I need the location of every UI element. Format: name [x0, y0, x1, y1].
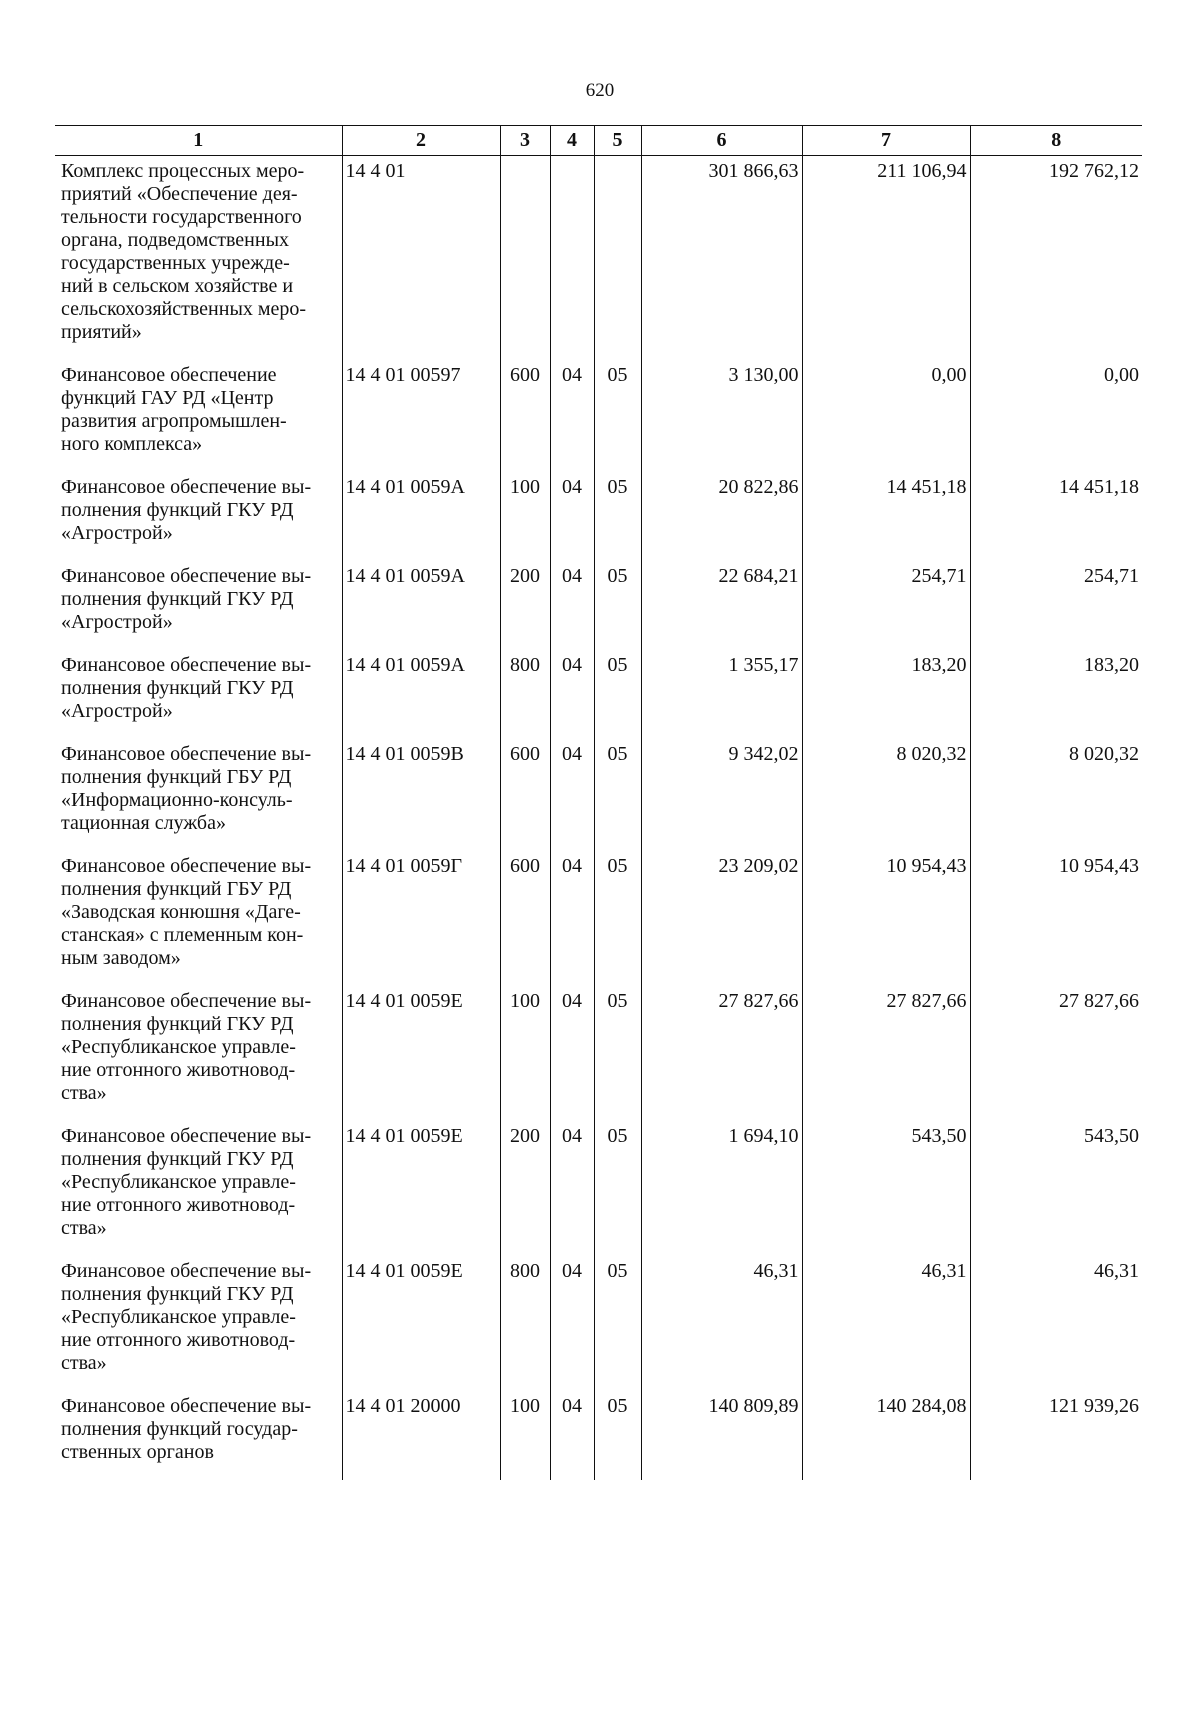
spacer-cell [55, 634, 342, 650]
table-row [55, 360, 1142, 456]
spacer-cell [342, 1105, 500, 1121]
cell-col5: 05 [594, 851, 641, 970]
cell-col8: 10 954,43 [970, 851, 1142, 970]
spacer-cell [500, 344, 550, 360]
spacer-cell [802, 835, 970, 851]
cell-col5: 05 [594, 1121, 641, 1240]
spacer-cell [641, 723, 802, 739]
spacer-cell [342, 970, 500, 986]
table-row [55, 1391, 1142, 1464]
spacer-cell [550, 545, 594, 561]
cell-col3: 800 [500, 650, 550, 723]
spacer-cell [55, 344, 342, 360]
cell-col8: 192 762,12 [970, 156, 1142, 345]
spacer-cell [550, 344, 594, 360]
cell-col8: 183,20 [970, 650, 1142, 723]
spacer-cell [55, 1375, 342, 1391]
spacer-cell [55, 545, 342, 561]
spacer-cell [970, 456, 1142, 472]
cell-col6: 20 822,86 [641, 472, 802, 545]
cell-code: 14 4 01 20000 [342, 1391, 500, 1464]
spacer-cell [802, 1105, 970, 1121]
spacer-cell [641, 1105, 802, 1121]
spacer-cell [500, 1464, 550, 1480]
cell-col8: 254,71 [970, 561, 1142, 634]
cell-col7: 10 954,43 [802, 851, 970, 970]
spacer-cell [594, 344, 641, 360]
spacer-cell [500, 634, 550, 650]
spacer-cell [802, 344, 970, 360]
spacer-cell [970, 723, 1142, 739]
cell-col8: 46,31 [970, 1256, 1142, 1375]
row-spacer [55, 1105, 1142, 1121]
cell-col8: 543,50 [970, 1121, 1142, 1240]
cell-col4: 04 [550, 986, 594, 1105]
cell-col4: 04 [550, 360, 594, 456]
spacer-cell [594, 634, 641, 650]
spacer-cell [641, 1375, 802, 1391]
spacer-cell [802, 1464, 970, 1480]
cell-name: Финансовое обеспечение вы- полнения функций государ- ственных органов [61, 1395, 312, 1463]
cell-col6: 9 342,02 [641, 739, 802, 835]
column-header: 8 [970, 126, 1142, 156]
column-header: 1 [55, 126, 342, 156]
cell-col5: 05 [594, 360, 641, 456]
spacer-cell [594, 1240, 641, 1256]
cell-col7: 8 020,32 [802, 739, 970, 835]
cell-col4 [550, 156, 594, 345]
spacer-cell [342, 456, 500, 472]
cell-col5 [594, 156, 641, 345]
cell-name: Финансовое обеспечение вы- полнения функций ГБУ РД «Заводская конюшня «Даге- станская» с племенным кон- ным заводом» [61, 855, 312, 969]
cell-col6: 1 694,10 [641, 1121, 802, 1240]
spacer-cell [802, 970, 970, 986]
spacer-cell [500, 545, 550, 561]
row-spacer [55, 970, 1142, 986]
cell-col5: 05 [594, 472, 641, 545]
cell-code: 14 4 01 0059А [342, 472, 500, 545]
cell-col3: 600 [500, 851, 550, 970]
row-spacer [55, 545, 1142, 561]
row-spacer [55, 1375, 1142, 1391]
row-spacer [55, 456, 1142, 472]
cell-col3: 800 [500, 1256, 550, 1375]
cell-col4: 04 [550, 1391, 594, 1464]
spacer-cell [500, 970, 550, 986]
cell-code: 14 4 01 0059Е [342, 1121, 500, 1240]
cell-col4: 04 [550, 650, 594, 723]
spacer-cell [550, 1240, 594, 1256]
spacer-cell [55, 1464, 342, 1480]
spacer-cell [550, 1375, 594, 1391]
spacer-cell [500, 723, 550, 739]
table-row [55, 156, 1142, 345]
cell-col7: 543,50 [802, 1121, 970, 1240]
cell-col4: 04 [550, 561, 594, 634]
cell-col3: 100 [500, 472, 550, 545]
spacer-cell [550, 970, 594, 986]
row-spacer [55, 835, 1142, 851]
spacer-cell [500, 835, 550, 851]
spacer-cell [641, 545, 802, 561]
cell-col3: 600 [500, 360, 550, 456]
cell-name: Финансовое обеспечение вы- полнения функций ГКУ РД «Агрострой» [61, 654, 312, 722]
spacer-cell [641, 970, 802, 986]
spacer-cell [342, 344, 500, 360]
cell-col3: 600 [500, 739, 550, 835]
cell-col5: 05 [594, 650, 641, 723]
spacer-cell [594, 835, 641, 851]
spacer-cell [342, 545, 500, 561]
cell-col5: 05 [594, 1391, 641, 1464]
spacer-cell [594, 1464, 641, 1480]
spacer-cell [970, 344, 1142, 360]
spacer-cell [970, 1464, 1142, 1480]
cell-name: Финансовое обеспечение вы- полнения функций ГКУ РД «Республиканское управле- ние отгонного животновод- ства» [61, 990, 312, 1104]
spacer-cell [500, 1375, 550, 1391]
cell-col7: 14 451,18 [802, 472, 970, 545]
cell-col7: 27 827,66 [802, 986, 970, 1105]
spacer-cell [55, 456, 342, 472]
spacer-cell [970, 634, 1142, 650]
spacer-cell [641, 1240, 802, 1256]
cell-code: 14 4 01 0059Г [342, 851, 500, 970]
column-header: 7 [802, 126, 970, 156]
budget-table [55, 125, 1142, 1480]
spacer-cell [55, 835, 342, 851]
table-row [55, 1256, 1142, 1375]
cell-name: Финансовое обеспечение функций ГАУ РД «Центр развития агропромышлен- ного комплекса» [61, 364, 287, 455]
cell-code: 14 4 01 [342, 156, 500, 345]
cell-col5: 05 [594, 561, 641, 634]
spacer-cell [970, 1375, 1142, 1391]
cell-col3: 100 [500, 1391, 550, 1464]
spacer-cell [55, 970, 342, 986]
cell-name: Финансовое обеспечение вы- полнения функций ГБУ РД «Информационно-консуль- тационная служба» [61, 743, 312, 834]
table-row [55, 561, 1142, 634]
cell-code: 14 4 01 0059Е [342, 1256, 500, 1375]
spacer-cell [641, 1464, 802, 1480]
row-spacer [55, 1240, 1142, 1256]
spacer-cell [594, 723, 641, 739]
spacer-cell [55, 723, 342, 739]
cell-code: 14 4 01 0059Е [342, 986, 500, 1105]
table-row [55, 851, 1142, 970]
cell-col5: 05 [594, 739, 641, 835]
spacer-cell [342, 835, 500, 851]
cell-code: 14 4 01 0059А [342, 561, 500, 634]
cell-col7: 211 106,94 [802, 156, 970, 345]
header-row [55, 126, 1142, 156]
cell-col8: 121 939,26 [970, 1391, 1142, 1464]
row-spacer [55, 1464, 1142, 1480]
cell-col3 [500, 156, 550, 345]
spacer-cell [594, 545, 641, 561]
spacer-cell [550, 634, 594, 650]
cell-code: 14 4 01 00597 [342, 360, 500, 456]
spacer-cell [802, 1240, 970, 1256]
spacer-cell [641, 634, 802, 650]
table-row [55, 986, 1142, 1105]
cell-col5: 05 [594, 1256, 641, 1375]
table-row [55, 1121, 1142, 1240]
cell-name: Финансовое обеспечение вы- полнения функций ГКУ РД «Республиканское управле- ние отгонного животновод- ства» [61, 1125, 312, 1239]
cell-col7: 0,00 [802, 360, 970, 456]
spacer-cell [641, 835, 802, 851]
cell-col8: 14 451,18 [970, 472, 1142, 545]
cell-col6: 140 809,89 [641, 1391, 802, 1464]
spacer-cell [802, 723, 970, 739]
column-header: 6 [641, 126, 802, 156]
spacer-cell [802, 456, 970, 472]
spacer-cell [500, 1240, 550, 1256]
cell-col7: 183,20 [802, 650, 970, 723]
cell-col6: 301 866,63 [641, 156, 802, 345]
cell-name: Комплекс процессных меро- приятий «Обеспечение дея- тельности государственного органа, подведомственных государственных учрежде- ний в сельском хозяйстве и сельскохозяйственных меро- приятий» [61, 160, 307, 343]
spacer-cell [970, 835, 1142, 851]
cell-col6: 3 130,00 [641, 360, 802, 456]
spacer-cell [342, 634, 500, 650]
column-header: 3 [500, 126, 550, 156]
cell-col8: 8 020,32 [970, 739, 1142, 835]
row-spacer [55, 344, 1142, 360]
spacer-cell [970, 1240, 1142, 1256]
spacer-cell [594, 1375, 641, 1391]
spacer-cell [550, 1105, 594, 1121]
cell-col6: 46,31 [641, 1256, 802, 1375]
cell-col8: 0,00 [970, 360, 1142, 456]
cell-col7: 46,31 [802, 1256, 970, 1375]
spacer-cell [500, 1105, 550, 1121]
cell-code: 14 4 01 0059А [342, 650, 500, 723]
spacer-cell [594, 970, 641, 986]
table-row [55, 650, 1142, 723]
spacer-cell [342, 1240, 500, 1256]
cell-col4: 04 [550, 472, 594, 545]
cell-col3: 100 [500, 986, 550, 1105]
cell-name: Финансовое обеспечение вы- полнения функций ГКУ РД «Агрострой» [61, 476, 312, 544]
row-spacer [55, 723, 1142, 739]
cell-col4: 04 [550, 1121, 594, 1240]
spacer-cell [970, 970, 1142, 986]
page-number: 620 [585, 80, 615, 101]
column-header: 4 [550, 126, 594, 156]
cell-col7: 140 284,08 [802, 1391, 970, 1464]
spacer-cell [550, 723, 594, 739]
spacer-cell [342, 1464, 500, 1480]
spacer-cell [550, 456, 594, 472]
cell-col6: 27 827,66 [641, 986, 802, 1105]
row-spacer [55, 634, 1142, 650]
spacer-cell [342, 1375, 500, 1391]
spacer-cell [641, 344, 802, 360]
cell-code: 14 4 01 0059В [342, 739, 500, 835]
spacer-cell [500, 456, 550, 472]
spacer-cell [802, 545, 970, 561]
spacer-cell [970, 1105, 1142, 1121]
spacer-cell [342, 723, 500, 739]
cell-col3: 200 [500, 1121, 550, 1240]
cell-col6: 22 684,21 [641, 561, 802, 634]
cell-col3: 200 [500, 561, 550, 634]
cell-name: Финансовое обеспечение вы- полнения функций ГКУ РД «Агрострой» [61, 565, 312, 633]
spacer-cell [594, 1105, 641, 1121]
column-header: 2 [342, 126, 500, 156]
table-body [55, 156, 1142, 1481]
spacer-cell [970, 545, 1142, 561]
cell-name: Финансовое обеспечение вы- полнения функций ГКУ РД «Республиканское управле- ние отгонного животновод- ства» [61, 1260, 312, 1374]
cell-col7: 254,71 [802, 561, 970, 634]
cell-col8: 27 827,66 [970, 986, 1142, 1105]
cell-col6: 23 209,02 [641, 851, 802, 970]
table-row [55, 739, 1142, 835]
spacer-cell [55, 1105, 342, 1121]
cell-col6: 1 355,17 [641, 650, 802, 723]
spacer-cell [641, 456, 802, 472]
spacer-cell [802, 634, 970, 650]
table-row [55, 472, 1142, 545]
cell-col4: 04 [550, 739, 594, 835]
column-header: 5 [594, 126, 641, 156]
cell-col5: 05 [594, 986, 641, 1105]
cell-col4: 04 [550, 851, 594, 970]
spacer-cell [55, 1240, 342, 1256]
cell-col4: 04 [550, 1256, 594, 1375]
spacer-cell [802, 1375, 970, 1391]
spacer-cell [550, 835, 594, 851]
spacer-cell [550, 1464, 594, 1480]
spacer-cell [594, 456, 641, 472]
